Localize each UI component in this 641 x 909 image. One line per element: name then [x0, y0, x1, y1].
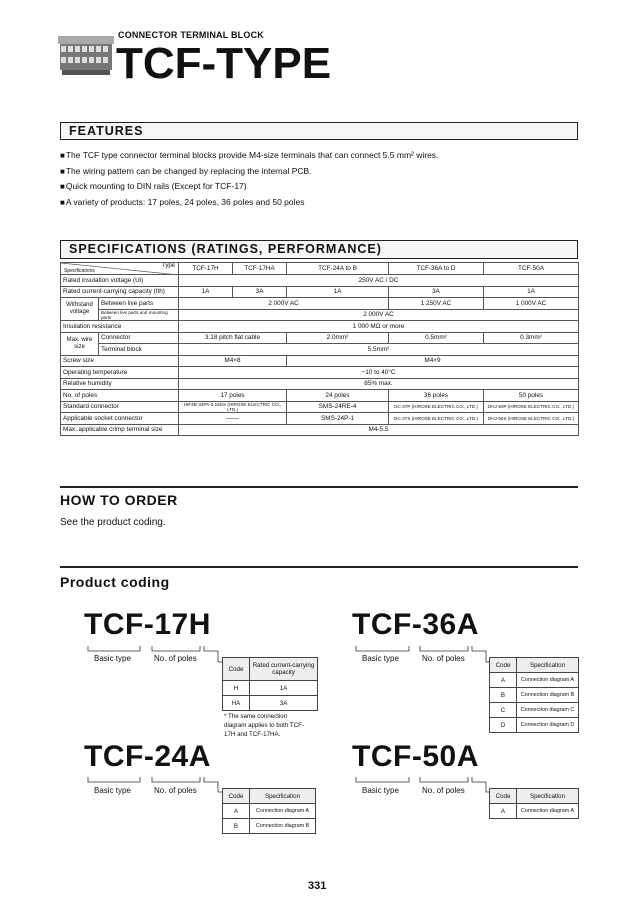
poles-label: No. of poles	[154, 786, 197, 795]
specifications-header: Specifications	[64, 268, 95, 274]
poles-label: No. of poles	[422, 786, 465, 795]
table-row: Max. wire size Connector 3.18 pitch flat cable 2.0mm² 0.5mm² 0.3mm²	[61, 332, 579, 344]
table-row: Relative humidity 85% max.	[61, 378, 579, 390]
basic-type-label: Basic type	[94, 654, 131, 663]
table-row: Insulation resistance 1 000 MΩ or more	[61, 321, 579, 333]
product-coding-heading: Product coding	[60, 574, 170, 590]
category-label: CONNECTOR TERMINAL BLOCK	[118, 30, 264, 40]
how-to-order-heading: HOW TO ORDER	[60, 492, 178, 508]
table-row: Rated current-carrying capacity (Ith) 1A 3A 1A 3A 1A	[61, 286, 579, 298]
page-number: 331	[308, 880, 327, 892]
table-row: No. of poles 17 poles 24 poles 36 poles 50 poles	[61, 390, 579, 402]
table-row: Standard connector HIF4B-34PA-3.18DS (HIROSE ELECTRIC CO., LTD.) SMS-24RE-4 DC-37P (HIROSE ELECTRIC CO., LTD.) DHJ-50P (HIROSE ELECTRIC CO., LTD.)	[61, 401, 579, 413]
code-tcf-50a: TCF-50A	[352, 740, 479, 773]
type-header: Type	[161, 263, 175, 269]
note-17h: * The same connection diagram applies to both TCF-17H and TCF-17HA.	[224, 713, 305, 738]
table-row: Applicable socket connector —— SMS-24P-1 DC-37S (HIROSE ELECTRIC CO., LTD.) DHJ-50S (HIROSE ELECTRIC CO., LTD.)	[61, 413, 579, 425]
code-table-17h: Code Rated current-carrying capacity H 1A HA 3A	[222, 657, 318, 711]
feature-item: ■ Quick mounting to DIN rails (Except for TCF-17)	[60, 179, 438, 195]
code-table-50a: Code Specification A Connection diagram A	[489, 788, 579, 819]
table-row: Operating temperature −10 to 40°C	[61, 367, 579, 379]
type-col-header: TCF-24A to B	[287, 263, 389, 275]
table-row: Between live parts and mounting parts 2 000V AC	[61, 309, 579, 321]
table-row: Max. applicable crimp terminal size M4-5.5	[61, 424, 579, 436]
basic-type-label: Basic type	[362, 786, 399, 795]
poles-label: No. of poles	[422, 654, 465, 663]
basic-type-label: Basic type	[362, 654, 399, 663]
code-table-24a: Code Specification A Connection diagram A B Connection diagram B	[222, 788, 316, 834]
feature-item: ■ The TCF type connector terminal blocks provide M4-size terminals that can connect 5.5 mm² wires.	[60, 148, 438, 164]
code-tcf-17h: TCF-17H	[84, 608, 211, 641]
table-row: Screw size M4×8 M4×9	[61, 355, 579, 367]
basic-type-label: Basic type	[94, 786, 131, 795]
page-title: TCF-TYPE	[116, 39, 332, 88]
table-row: Rated insulation voltage (Ui) 250V AC / DC	[61, 275, 579, 287]
type-col-header: TCF-17H	[179, 263, 233, 275]
how-to-order-text: See the product coding.	[60, 517, 166, 528]
features-heading: FEATURES	[60, 122, 578, 140]
table-row: Terminal block 5.5mm²	[61, 344, 579, 356]
type-col-header: TCF-36A to D	[389, 263, 484, 275]
specifications-heading: SPECIFICATIONS (RATINGS, PERFORMANCE)	[60, 240, 578, 259]
type-col-header: TCF-50A	[484, 263, 579, 275]
code-tcf-36a: TCF-36A	[352, 608, 479, 641]
table-row: Withstand voltage Between live parts 2 000V AC 1 250V AC 1 000V AC	[61, 298, 579, 310]
type-col-header: TCF-17HA	[233, 263, 287, 275]
code-table-36a: Code Specification A Connection diagram A B Connection diagram B C Connection diagram C D Connection diagram D	[489, 657, 579, 733]
poles-label: No. of poles	[154, 654, 197, 663]
feature-item: ■ A variety of products: 17 poles, 24 poles, 36 poles and 50 poles	[60, 195, 438, 211]
feature-item: ■ The wiring pattern can be changed by replacing the internal PCB.	[60, 164, 438, 180]
code-tcf-24a: TCF-24A	[84, 740, 211, 773]
